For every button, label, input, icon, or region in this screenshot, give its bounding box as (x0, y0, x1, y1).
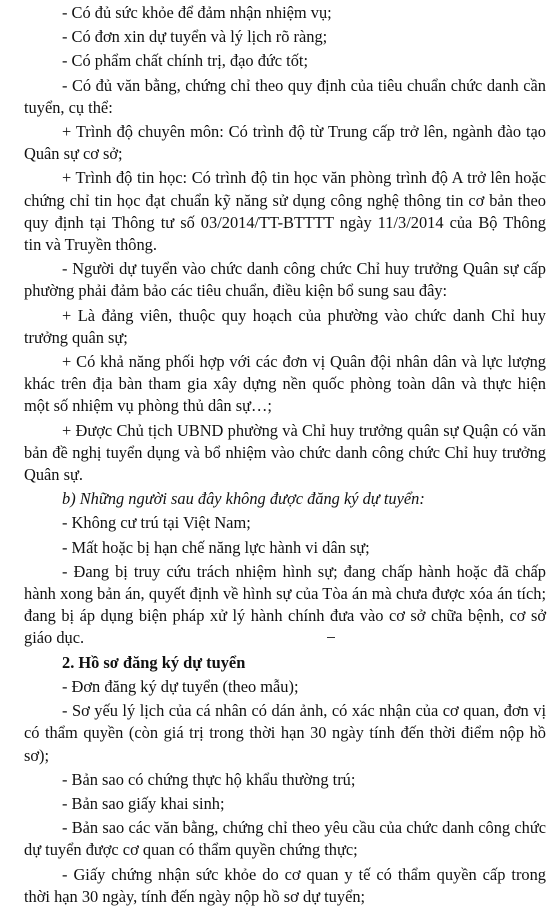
paragraph: b) Những người sau đây không được đăng ký dự tuyển: (62, 489, 425, 509)
paragraph: - Bản sao các văn bằng, chứng chỉ theo yêu cầu của chức danh công chức dự tuyển được cơ quan có thẩm quyền chứng thực; (24, 818, 546, 860)
paragraph: - Có đủ văn bằng, chứng chỉ theo quy định của tiêu chuẩn chức danh cần tuyển, cụ thể: (24, 75, 546, 117)
paragraph: + Trình độ tin học: Có trình độ tin học văn phòng trình độ A trở lên hoặc chứng chỉ tin học đạt chuẩn kỹ năng sử dụng công nghệ thông tin cơ bản theo quy định tại Thông tư số 03/2014/TT-BTTTT ngày 11/3/2014 của Bộ Thông tin và Truyền thông. (24, 168, 546, 255)
paragraph: - Mất hoặc bị hạn chế năng lực hành vi dân sự; (62, 537, 370, 557)
paragraph: - Không cư trú tại Việt Nam; (62, 513, 251, 533)
paragraph: + Có khả năng phối hợp với các đơn vị Quân đội nhân dân và lực lượng khác trên địa bàn tham gia xây dựng nền quốc phòng toàn dân và thực hiện một số nhiệm vụ phòng thủ dân sự…; (24, 352, 546, 416)
paragraph: - Giấy chứng nhận sức khỏe do cơ quan y tế có thẩm quyền cấp trong thời hạn 30 ngày, tính đến ngày nộp hồ sơ dự tuyển; (24, 864, 546, 906)
paragraph: - Có đủ sức khỏe để đảm nhận nhiệm vụ; (62, 3, 332, 22)
paragraph: - Bản sao giấy khai sinh; (62, 793, 225, 813)
document-body (24, 2, 546, 908)
paragraph: - Đang bị truy cứu trách nhiệm hình sự; đang chấp hành hoặc đã chấp hành xong bản án, quyết định về hình sự của Tòa án mà chưa được xóa án tích; đang bị áp dụng biện pháp xử lý hành chính đưa vào cơ sở chữa bệnh, cơ sở giáo dục. (24, 561, 546, 648)
paragraph: + Được Chủ tịch UBND phường và Chỉ huy trưởng quân sự Quận có văn bản đề nghị tuyển dụng và bổ nhiệm vào chức danh công chức Chỉ huy trưởng Quân sự. (24, 420, 546, 485)
paragraph: - Có phẩm chất chính trị, đạo đức tốt; (62, 51, 309, 71)
paragraph: - Có đơn xin dự tuyển và lý lịch rõ ràng; (62, 27, 328, 47)
paragraph: + Là đảng viên, thuộc quy hoạch của phường vào chức danh Chỉ huy trưởng quân sự; (24, 305, 546, 347)
paragraph: - Bản sao có chứng thực hộ khẩu thường trú; (62, 769, 356, 789)
stray-mark (327, 637, 335, 638)
paragraph: + Trình độ chuyên môn: Có trình độ từ Trung cấp trở lên, ngành đào tạo Quân sự cơ sở; (24, 122, 546, 164)
paragraph: - Người dự tuyển vào chức danh công chức Chỉ huy trưởng Quân sự cấp phường phải đảm bảo các tiêu chuẩn, điều kiện bổ sung sau đây: (24, 259, 546, 301)
paragraph: - Sơ yếu lý lịch của cá nhân có dán ảnh, có xác nhận của cơ quan, đơn vị có thẩm quyền (còn giá trị trong thời hạn 30 ngày tính đến thời điểm nộp hồ sơ); (24, 701, 546, 765)
section-heading: 2. Hồ sơ đăng ký dự tuyển (62, 652, 246, 672)
paragraph: - Đơn đăng ký dự tuyển (theo mẫu); (62, 676, 299, 696)
